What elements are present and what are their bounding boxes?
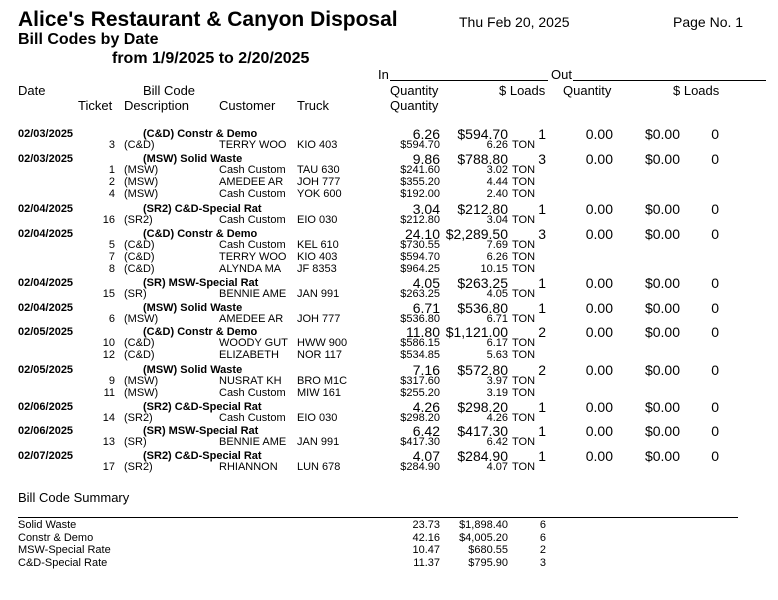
- summary-bill-code: MSW-Special Rate: [18, 544, 111, 556]
- group-out-quantity: 0.00: [585, 423, 613, 439]
- ticket-customer: WOODY GUT: [219, 337, 288, 349]
- group-quantity: 7.16: [412, 362, 440, 378]
- group-loads: 2: [538, 362, 546, 378]
- group-quantity: 4.07: [412, 448, 440, 464]
- group-amount: $212.80: [457, 201, 508, 217]
- group-out-quantity: 0.00: [585, 324, 613, 340]
- ticket-unit: TON: [512, 263, 536, 275]
- ticket-amount: $212.80: [400, 214, 440, 226]
- ticket-quantity: 6.26: [486, 251, 508, 263]
- ticket-description: (MSW): [124, 188, 159, 200]
- in-header-rule: [390, 80, 548, 81]
- group-loads: 1: [538, 201, 546, 217]
- ticket-quantity: 4.07: [486, 461, 508, 473]
- group-quantity: 6.26: [412, 126, 440, 142]
- ticket-quantity: 6.42: [486, 436, 508, 448]
- ticket-quantity: 7.69: [486, 239, 508, 251]
- ticket-amount: $241.60: [400, 164, 440, 176]
- group-date: 02/04/2025: [18, 277, 74, 289]
- print-date: Thu Feb 20, 2025: [459, 14, 570, 30]
- ticket-unit: TON: [512, 176, 536, 188]
- group-out-amount: $0.00: [644, 201, 680, 217]
- ticket-customer: NUSRAT KH: [219, 375, 282, 387]
- ticket-amount: $964.25: [400, 263, 440, 275]
- group-out-quantity: 0.00: [585, 300, 613, 316]
- summary-amount: $1,898.40: [459, 519, 508, 531]
- ticket-number: 12: [102, 349, 115, 361]
- ticket-quantity: 4.05: [486, 288, 508, 300]
- ticket-unit: TON: [512, 251, 536, 263]
- ticket-truck: KIO 403: [297, 139, 338, 151]
- ticket-description: (C&D): [124, 239, 155, 251]
- group-out-quantity: 0.00: [585, 201, 613, 217]
- group-bill-code: (SR2) C&D-Special Rat: [143, 401, 262, 413]
- ticket-customer: Cash Custom: [219, 239, 286, 251]
- group-loads: 3: [538, 226, 546, 242]
- page-number: Page No. 1: [673, 14, 744, 30]
- ticket-customer: BENNIE AME: [219, 436, 287, 448]
- group-bill-code: (SR2) C&D-Special Rat: [143, 203, 262, 215]
- ticket-amount: $263.25: [400, 288, 440, 300]
- ticket-quantity: 4.44: [486, 176, 508, 188]
- summary-loads: 2: [539, 544, 546, 556]
- summary-rule: [18, 517, 738, 518]
- group-date: 02/07/2025: [18, 450, 74, 462]
- description-column-header: Description: [124, 98, 190, 113]
- ticket-truck: MIW 161: [297, 387, 342, 399]
- group-out-amount: $0.00: [644, 362, 680, 378]
- group-loads: 1: [538, 423, 546, 439]
- ticket-description: (SR): [124, 436, 147, 448]
- group-out-amount: $0.00: [644, 399, 680, 415]
- group-amount: $536.80: [457, 300, 508, 316]
- ticket-quantity: 4.26: [486, 412, 508, 424]
- ticket-amount: $355.20: [400, 176, 440, 188]
- group-bill-code: (C&D) Constr & Demo: [143, 326, 258, 338]
- ticket-customer: Cash Custom: [219, 412, 286, 424]
- group-out-amount: $0.00: [644, 324, 680, 340]
- ticket-number: 13: [102, 436, 115, 448]
- ticket-number: 14: [102, 412, 115, 424]
- ticket-amount: $536.80: [400, 313, 440, 325]
- group-out-loads: 0: [711, 151, 719, 167]
- ticket-truck: BRO M1C: [297, 375, 348, 387]
- ticket-number: 6: [108, 313, 115, 325]
- summary-quantity: 42.16: [412, 531, 440, 544]
- ticket-unit: TON: [512, 188, 536, 200]
- group-out-quantity: 0.00: [585, 448, 613, 464]
- group-date: 02/04/2025: [18, 228, 74, 240]
- ticket-number: 4: [108, 188, 115, 200]
- ticket-customer: AMEDEE AR: [219, 313, 284, 325]
- ticket-customer: RHIANNON: [219, 461, 278, 473]
- group-amount: $417.30: [457, 423, 508, 439]
- ticket-truck: JOH 777: [297, 313, 341, 325]
- group-date: 02/06/2025: [18, 401, 74, 413]
- group-out-amount: $0.00: [644, 448, 680, 464]
- group-out-loads: 0: [711, 126, 719, 142]
- ticket-description: (SR2): [124, 214, 153, 226]
- ticket-unit: TON: [512, 349, 536, 361]
- customer-column-header: Customer: [219, 98, 276, 113]
- ticket-customer: TERRY WOO: [219, 251, 287, 263]
- ticket-unit: TON: [512, 461, 536, 473]
- group-out-loads: 0: [711, 448, 719, 464]
- summary-loads: 6: [539, 531, 546, 544]
- group-amount: $284.90: [457, 448, 508, 464]
- out-header-rule: [573, 80, 766, 81]
- ticket-amount: $284.90: [400, 461, 440, 473]
- group-loads: 1: [538, 275, 546, 291]
- ticket-quantity: 2.40: [486, 188, 508, 200]
- summary-loads: 6: [539, 519, 546, 531]
- group-amount: $2,289.50: [445, 226, 508, 242]
- group-quantity: 6.42: [412, 423, 440, 439]
- group-quantity: 6.71: [412, 300, 440, 316]
- ticket-unit: TON: [512, 337, 536, 349]
- ticket-customer: Cash Custom: [219, 188, 286, 200]
- summary-amount: $4,005.20: [459, 531, 508, 544]
- group-out-amount: $0.00: [644, 275, 680, 291]
- ticket-description: (SR2): [124, 412, 153, 424]
- group-quantity: 3.04: [412, 201, 440, 217]
- ticket-truck: NOR 117: [297, 349, 343, 361]
- ticket-quantity: 3.04: [486, 214, 508, 226]
- out-header: Out: [551, 67, 572, 82]
- ticket-amount: $730.55: [400, 239, 440, 251]
- bill-code-column-header: Bill Code: [143, 83, 196, 98]
- group-bill-code: (SR) MSW-Special Rat: [143, 425, 259, 437]
- ticket-amount: $192.00: [400, 188, 440, 200]
- group-out-loads: 0: [711, 300, 719, 316]
- company-name: Alice's Restaurant & Canyon Disposal: [18, 8, 398, 31]
- in-quantity-column-header-2: Quantity: [390, 98, 439, 113]
- group-quantity: 9.86: [412, 151, 440, 167]
- ticket-description: (MSW): [124, 387, 159, 399]
- group-out-amount: $0.00: [644, 126, 680, 142]
- group-out-quantity: 0.00: [585, 362, 613, 378]
- group-out-quantity: 0.00: [585, 226, 613, 242]
- ticket-description: (C&D): [124, 337, 155, 349]
- report-title: Bill Codes by Date: [18, 31, 159, 48]
- ticket-amount: $534.85: [400, 349, 440, 361]
- ticket-number: 8: [108, 263, 115, 275]
- summary-quantity: 10.47: [412, 544, 440, 556]
- group-date: 02/05/2025: [18, 326, 74, 338]
- group-amount: $788.80: [457, 151, 508, 167]
- group-out-quantity: 0.00: [585, 399, 613, 415]
- ticket-truck: JAN 991: [297, 288, 340, 300]
- group-loads: 1: [538, 448, 546, 464]
- group-bill-code: (SR) MSW-Special Rat: [143, 277, 259, 289]
- truck-column-header: Truck: [297, 98, 330, 113]
- group-loads: 1: [538, 126, 546, 142]
- ticket-truck: EIO 030: [297, 412, 338, 424]
- ticket-quantity: 5.63: [486, 349, 508, 361]
- ticket-unit: TON: [512, 375, 536, 387]
- out-loads-column-header: $ Loads: [673, 83, 720, 98]
- ticket-amount: $298.20: [400, 412, 440, 424]
- ticket-unit: TON: [512, 412, 536, 424]
- ticket-number: 9: [108, 375, 115, 387]
- ticket-description: (SR2): [124, 461, 153, 473]
- in-header: In: [378, 67, 389, 82]
- ticket-customer: TERRY WOO: [219, 139, 287, 151]
- group-out-loads: 0: [711, 399, 719, 415]
- in-loads-column-header: $ Loads: [499, 83, 546, 98]
- ticket-number: 15: [102, 288, 115, 300]
- out-quantity-column-header: Quantity: [563, 83, 612, 98]
- ticket-customer: BENNIE AME: [219, 288, 287, 300]
- group-loads: 1: [538, 300, 546, 316]
- group-quantity: 11.80: [406, 324, 440, 340]
- ticket-truck: EIO 030: [297, 214, 338, 226]
- ticket-truck: KEL 610: [297, 239, 339, 251]
- ticket-number: 10: [102, 337, 115, 349]
- ticket-truck: JF 8353: [297, 263, 337, 275]
- group-date: 02/06/2025: [18, 425, 74, 437]
- ticket-customer: ALYNDA MA: [219, 263, 282, 275]
- group-bill-code: (MSW) Solid Waste: [143, 302, 243, 314]
- ticket-quantity: 3.19: [486, 387, 508, 399]
- ticket-description: (MSW): [124, 375, 159, 387]
- date-column-header: Date: [18, 83, 46, 98]
- group-amount: $298.20: [457, 399, 508, 415]
- summary-bill-code: Solid Waste: [18, 519, 77, 531]
- ticket-description: (MSW): [124, 313, 159, 325]
- ticket-unit: TON: [512, 239, 536, 251]
- date-range: from 1/9/2025 to 2/20/2025: [112, 50, 310, 67]
- group-out-loads: 0: [711, 226, 719, 242]
- summary-title: Bill Code Summary: [18, 490, 130, 505]
- group-bill-code: (C&D) Constr & Demo: [143, 228, 258, 240]
- ticket-description: (SR): [124, 288, 147, 300]
- summary-amount: $795.90: [468, 556, 508, 569]
- ticket-customer: Cash Custom: [219, 214, 286, 226]
- group-out-amount: $0.00: [644, 226, 680, 242]
- ticket-quantity: 3.97: [486, 375, 508, 387]
- group-date: 02/04/2025: [18, 203, 74, 215]
- ticket-amount: $255.20: [400, 387, 440, 399]
- ticket-truck: YOK 600: [297, 188, 342, 200]
- group-bill-code: (C&D) Constr & Demo: [143, 128, 258, 140]
- ticket-amount: $594.70: [400, 251, 440, 263]
- group-bill-code: (MSW) Solid Waste: [143, 153, 243, 165]
- ticket-quantity: 10.15: [480, 263, 508, 275]
- group-amount: $263.25: [457, 275, 508, 291]
- ticket-description: (MSW): [124, 164, 159, 176]
- summary-bill-code: Constr & Demo: [18, 531, 94, 544]
- group-quantity: 4.26: [412, 399, 440, 415]
- summary-bill-code: C&D-Special Rate: [18, 556, 108, 569]
- ticket-unit: TON: [512, 164, 536, 176]
- ticket-customer: Cash Custom: [219, 164, 286, 176]
- group-out-quantity: 0.00: [585, 275, 613, 291]
- group-out-quantity: 0.00: [585, 151, 613, 167]
- group-out-loads: 0: [711, 324, 719, 340]
- ticket-amount: $586.15: [400, 337, 440, 349]
- ticket-truck: JAN 991: [297, 436, 340, 448]
- ticket-quantity: 6.26: [486, 139, 508, 151]
- group-loads: 2: [538, 324, 546, 340]
- ticket-truck: KIO 403: [297, 251, 338, 263]
- ticket-customer: ELIZABETH: [219, 349, 279, 361]
- ticket-amount: $317.60: [400, 375, 440, 387]
- group-bill-code: (MSW) Solid Waste: [143, 364, 243, 376]
- ticket-unit: TON: [512, 387, 536, 399]
- ticket-number: 11: [103, 387, 115, 399]
- group-out-loads: 0: [711, 423, 719, 439]
- ticket-quantity: 6.17: [486, 337, 508, 349]
- ticket-customer: AMEDEE AR: [219, 176, 284, 188]
- group-date: 02/03/2025: [18, 153, 74, 165]
- group-amount: $594.70: [457, 126, 508, 142]
- group-amount: $1,121.00: [445, 324, 508, 340]
- ticket-number: 17: [102, 461, 115, 473]
- ticket-customer: Cash Custom: [219, 387, 286, 399]
- ticket-unit: TON: [512, 313, 536, 325]
- ticket-column-header: Ticket: [78, 98, 113, 113]
- group-loads: 3: [538, 151, 546, 167]
- group-out-loads: 0: [711, 275, 719, 291]
- ticket-number: 1: [108, 164, 115, 176]
- group-out-amount: $0.00: [644, 423, 680, 439]
- ticket-description: (C&D): [124, 349, 155, 361]
- in-quantity-column-header: Quantity: [390, 83, 439, 98]
- group-date: 02/05/2025: [18, 364, 74, 376]
- group-out-amount: $0.00: [644, 300, 680, 316]
- ticket-quantity: 6.71: [486, 313, 508, 325]
- ticket-unit: TON: [512, 214, 536, 226]
- ticket-amount: $417.30: [400, 436, 440, 448]
- summary-quantity: 23.73: [412, 519, 440, 531]
- ticket-description: (C&D): [124, 139, 155, 151]
- ticket-unit: TON: [512, 288, 536, 300]
- ticket-amount: $594.70: [400, 139, 440, 151]
- group-date: 02/04/2025: [18, 302, 74, 314]
- ticket-number: 3: [108, 139, 115, 151]
- group-out-loads: 0: [711, 362, 719, 378]
- ticket-truck: LUN 678: [297, 461, 341, 473]
- ticket-number: 5: [108, 239, 115, 251]
- summary-loads: 3: [539, 556, 546, 569]
- ticket-truck: JOH 777: [297, 176, 341, 188]
- group-out-loads: 0: [711, 201, 719, 217]
- group-date: 02/03/2025: [18, 128, 74, 140]
- group-quantity: 4.05: [412, 275, 440, 291]
- ticket-number: 2: [108, 176, 115, 188]
- ticket-quantity: 3.02: [486, 164, 508, 176]
- ticket-truck: HWW 900: [297, 337, 348, 349]
- ticket-description: (MSW): [124, 176, 159, 188]
- group-out-amount: $0.00: [644, 151, 680, 167]
- ticket-number: 16: [102, 214, 115, 226]
- group-amount: $572.80: [457, 362, 508, 378]
- ticket-number: 7: [108, 251, 115, 263]
- group-loads: 1: [538, 399, 546, 415]
- summary-quantity: 11.37: [413, 556, 440, 569]
- group-quantity: 24.10: [404, 226, 440, 242]
- group-out-quantity: 0.00: [585, 126, 613, 142]
- summary-amount: $680.55: [468, 544, 508, 556]
- ticket-description: (C&D): [124, 251, 155, 263]
- ticket-unit: TON: [512, 436, 536, 448]
- ticket-unit: TON: [512, 139, 536, 151]
- group-bill-code: (SR2) C&D-Special Rat: [143, 450, 262, 462]
- ticket-description: (C&D): [124, 263, 155, 275]
- ticket-truck: TAU 630: [297, 164, 340, 176]
